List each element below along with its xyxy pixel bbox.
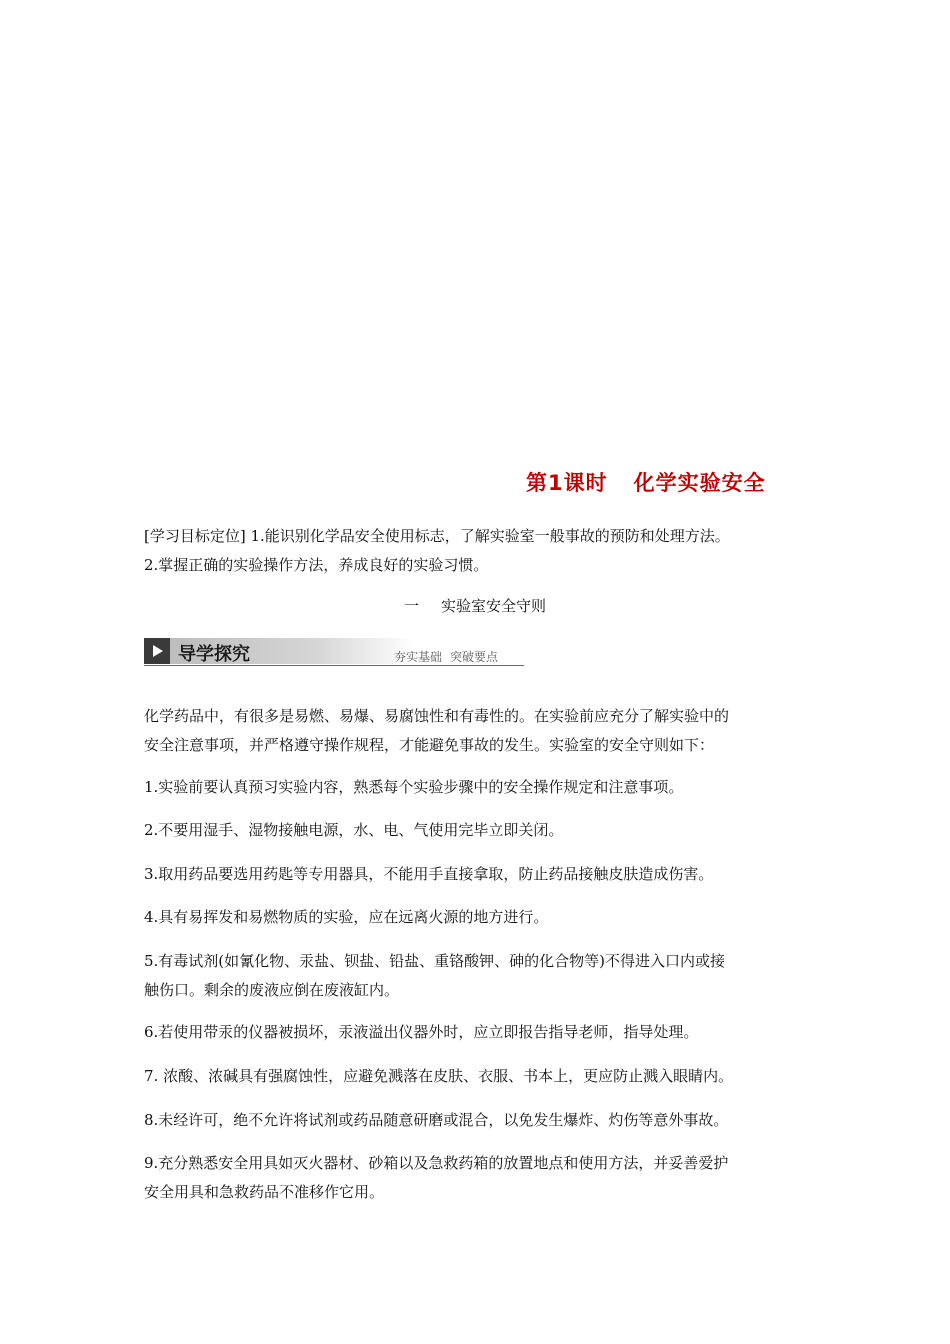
rule-line: 4.具有易挥发和易燃物质的实验，应在远离火源的地方进行。 xyxy=(144,908,549,926)
guided-inquiry-banner xyxy=(144,638,524,668)
rule-line: 3.取用药品要选用药匙等专用器具，不能用手直接拿取，防止药品接触皮肤造成伤害。 xyxy=(144,865,714,883)
banner-subtitle-1: 夯实基础 xyxy=(394,650,443,664)
rule-item-3 xyxy=(144,860,824,889)
intro-line: 化学药品中，有很多是易燃、易爆、易腐蚀性和有毒性的。在实验前应充分了解实验中的 xyxy=(144,707,730,725)
play-arrow-icon xyxy=(144,638,170,664)
banner-subtitle-2: 突破要点 xyxy=(450,650,499,664)
rule-item-6 xyxy=(144,1018,824,1047)
section-title: 实验室安全守则 xyxy=(441,597,547,615)
lesson-topic: 化学实验安全 xyxy=(633,471,766,495)
rule-line: 6.若使用带汞的仪器被损坏，汞液溢出仪器外时，应立即报告指导老师，指导处理。 xyxy=(144,1023,699,1041)
rule-item-4 xyxy=(144,903,824,932)
lesson-number: 第1课时 xyxy=(526,471,608,495)
objectives-line: 2.掌握正确的实验操作方法，养成良好的实验习惯。 xyxy=(144,556,489,574)
lesson-title xyxy=(526,467,766,497)
objectives-line: [学习目标定位] 1.能识别化学品安全使用标志，了解实验室一般事故的预防和处理方法。 xyxy=(144,527,730,545)
rule-line: 9.充分熟悉安全用具如灭火器材、砂箱以及急救药箱的放置地点和使用方法，并妥善爱护 xyxy=(144,1154,729,1172)
rule-line: 安全用具和急救药品不准移作它用。 xyxy=(144,1183,385,1201)
learning-objectives xyxy=(144,522,824,580)
intro-paragraph xyxy=(144,702,824,760)
section-heading xyxy=(0,595,950,616)
banner-label: 导学探究 xyxy=(178,644,250,665)
rule-item-5 xyxy=(144,947,824,1005)
banner-divider xyxy=(144,665,524,666)
banner-label-box xyxy=(170,638,414,664)
section-number: 一 xyxy=(403,597,419,615)
rule-line: 1.实验前要认真预习实验内容，熟悉每个实验步骤中的安全操作规定和注意事项。 xyxy=(144,778,684,796)
rule-item-2 xyxy=(144,816,824,845)
rule-item-9 xyxy=(144,1149,824,1207)
intro-line: 安全注意事项，并严格遵守操作规程，才能避免事故的发生。实验室的安全守则如下： xyxy=(144,736,715,754)
rule-line: 5.有毒试剂(如氰化物、汞盐、钡盐、铅盐、重铬酸钾、砷的化合物等)不得进入口内或接 xyxy=(144,952,726,970)
rule-line: 7. 浓酸、浓碱具有强腐蚀性，应避免溅落在皮肤、衣服、书本上，更应防止溅入眼睛内。 xyxy=(144,1067,734,1085)
rule-line: 8.未经许可，绝不允许将试剂或药品随意研磨或混合，以免发生爆炸、灼伤等意外事故。 xyxy=(144,1111,729,1129)
banner-subtitle xyxy=(394,648,498,665)
rule-line: 2.不要用湿手、湿物接触电源，水、电、气使用完毕立即关闭。 xyxy=(144,821,564,839)
rule-item-7 xyxy=(144,1062,824,1091)
rule-line: 触伤口。剩余的废液应倒在废液缸内。 xyxy=(144,981,400,999)
rule-item-1 xyxy=(144,773,824,802)
rule-item-8 xyxy=(144,1106,824,1135)
